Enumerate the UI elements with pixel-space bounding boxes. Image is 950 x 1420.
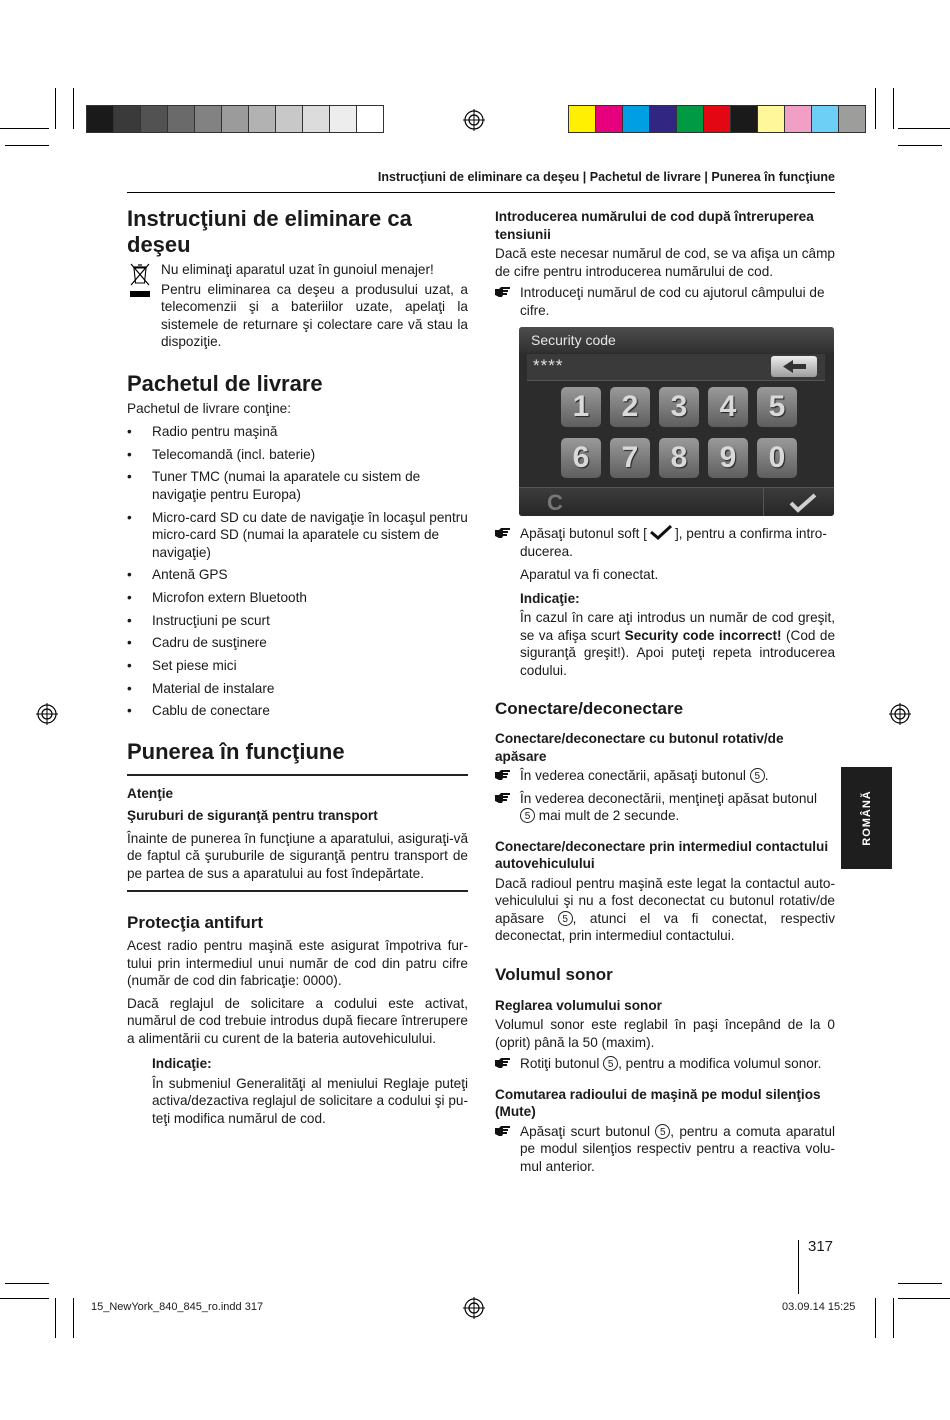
code-note-text: [520, 609, 835, 679]
calibration-swatch: [784, 105, 812, 133]
connect-paragraph: [495, 875, 835, 945]
connect-s2-a: În vederea deconectării, menţineţi apăsat butonul: [520, 790, 817, 806]
page-number: 317: [808, 1238, 834, 1255]
connect-s1-a: În vederea conectării, apăsaţi butonul: [520, 768, 750, 783]
calibration-swatch: [757, 105, 785, 133]
calibration-swatch: [838, 105, 866, 133]
crop-mark: [73, 1298, 74, 1338]
package-intro: Pachetul de livrare conţine:: [127, 400, 291, 416]
calibration-swatch: [622, 105, 650, 133]
keypad-key-5[interactable]: 5: [757, 387, 797, 427]
calibration-swatch: [329, 105, 357, 133]
code-value: ****: [533, 356, 564, 375]
disposal-title: Instrucţiuni de eliminare ca deşeu: [127, 206, 412, 257]
footer-date: 03.09.14 15:25: [782, 1301, 856, 1313]
package-item: • Material de instalare: [127, 680, 468, 698]
volume-step1: [495, 1055, 835, 1073]
code-note: [495, 590, 835, 680]
package-item: • Cablu de conectare: [127, 702, 468, 720]
screws-text: Înainte de punerea în funcţiune a aparatului, asiguraţi-vă de faptul că şuruburile de siguranţă pentru transport de pe partea de sus a aparatului au fost îndepărtate.: [127, 830, 468, 881]
calibration-swatch: [248, 105, 276, 133]
package-item: • Micro-card SD cu date de navigaţie în locaşul pentru micro-card SD (numai la aparatele cu sistem de navigaţie): [127, 509, 468, 562]
connect-step2: [495, 790, 835, 825]
attention-label: Atenţie: [127, 785, 174, 801]
pointing-hand-icon: [495, 769, 512, 781]
connected-text: Aparatul va fi conectat.: [520, 567, 659, 582]
calibration-swatch: [811, 105, 839, 133]
crop-mark: [0, 128, 49, 129]
screen-title-bar: [519, 327, 834, 353]
calibration-swatch: [140, 105, 168, 133]
crop-mark: [893, 88, 894, 129]
package-item: • Set piese mici: [127, 657, 468, 675]
button-5-ref: 5: [603, 1056, 618, 1071]
right-column: [495, 208, 835, 319]
button-5-ref: 5: [655, 1124, 670, 1139]
calibration-swatch: [275, 105, 303, 133]
volume-s2-b: , pentru a comuta aparatul pe modul silenţios respectiv pentru a reactiva volumul anterior.: [520, 1123, 835, 1174]
security-code-screen: [519, 327, 834, 516]
connect-step1: [495, 767, 835, 785]
package-list: [127, 423, 468, 720]
button-5-ref: 5: [558, 911, 573, 926]
screws-title: Şuruburi de siguranţă pentru transport: [127, 808, 378, 824]
package-item: • Tuner TMC (numai la aparatele cu sistem de navigaţie pentru Europa): [127, 468, 468, 503]
button-5-ref: 5: [750, 768, 765, 783]
crossed-bin-icon: [129, 262, 151, 298]
keypad-key-9[interactable]: 9: [708, 438, 748, 478]
registration-mark-icon: [463, 109, 485, 131]
note-title: Indicaţie:: [152, 1056, 212, 1072]
clear-button[interactable]: C: [547, 490, 563, 515]
calibration-swatch: [113, 105, 141, 133]
keypad-key-8[interactable]: 8: [659, 438, 699, 478]
keypad-key-7[interactable]: 7: [610, 438, 650, 478]
attention-rule-top: [127, 774, 468, 776]
volume-s2: [520, 1123, 835, 1176]
connect-s2-b: mai mult de 2 secunde.: [535, 808, 680, 823]
connect-sub1: Conectare/deconectare cu butonul rotativ/de apăsare: [495, 731, 784, 764]
volume-s1-b: , pentru a modifica volumul sonor.: [618, 1056, 822, 1071]
code-step2: [495, 525, 835, 560]
startup-title: Punerea în funcţiune: [127, 738, 345, 764]
package-item: • Instrucţiuni pe scurt: [127, 612, 468, 630]
package-title: Pachetul de livrare: [127, 370, 323, 396]
connect-p-b: , atunci el va fi conectat, respectiv deconectat, prin intermediul contactului.: [495, 910, 835, 943]
confirm-check-icon[interactable]: [789, 493, 817, 513]
note-b: (Cod de siguranţă greşit!). Apoi puteţi repeta introducerea codului.: [520, 627, 836, 678]
note-a: În cazul în care aţi introdus un număr de cod greşit, se va afişa scurt: [520, 610, 835, 643]
calibration-swatch: [703, 105, 731, 133]
crop-mark: [73, 88, 74, 129]
volume-s1-a: Rotiţi butonul: [520, 1056, 604, 1071]
calibration-swatch: [302, 105, 330, 133]
connect-sub2: Conectare/deconectare prin intermediul contactului autovehiculului: [495, 838, 829, 871]
code-step1: [495, 284, 835, 319]
crop-mark: [898, 145, 942, 146]
antitheft-p2: Dacă reglajul de solicitare a codului este activat, numărul de cod trebuie introdus după fiecare întrerupere a alimentării cu curent de la bateria autovehiculului.: [127, 995, 468, 1046]
step1-text: Introduceţi numărul de cod cu ajutorul câmpului de cifre.: [520, 285, 825, 318]
crop-mark: [898, 1283, 942, 1284]
bar-divider: [763, 488, 764, 516]
keypad-key-6[interactable]: 6: [561, 438, 601, 478]
volume-sub2: Comutarea radioului de maşină pe modul silenţios (Mute): [495, 1086, 821, 1119]
calibration-swatch: [676, 105, 704, 133]
crop-mark: [875, 1298, 876, 1338]
antitheft-p1: Acest radio pentru maşină este asigurat împotriva furtului prin intermediul unui număr de cod din patru cifre (număr de cod din fabricaţie: 0000).: [127, 938, 468, 989]
volume-step2: [495, 1123, 835, 1176]
crop-mark: [875, 88, 876, 129]
volume-s2-a: Apăsaţi scurt butonul: [520, 1123, 656, 1139]
running-header: Instrucţiuni de eliminare ca deşeu | Pachetul de livrare | Punerea în funcţiune: [377, 170, 835, 184]
crop-mark: [898, 128, 950, 129]
note-bold: Security code incorrect!: [624, 627, 782, 643]
package-item: • Radio pentru maşină: [127, 423, 468, 441]
calibration-swatch: [730, 105, 758, 133]
keypad-key-3[interactable]: 3: [659, 387, 699, 427]
keypad-key-4[interactable]: 4: [708, 387, 748, 427]
left-column: [127, 206, 468, 1127]
screen-title: Security code: [531, 332, 616, 348]
antitheft-note: [127, 1055, 468, 1127]
calibration-swatch: [649, 105, 677, 133]
package-item: • Telecomandă (incl. baterie): [127, 446, 468, 464]
connect-p-a: Dacă radioul pentru maşină este legat la contactul autovehiculului şi nu a fost deconectat cu butonul rotativ/de apăsare: [495, 875, 835, 926]
pointing-hand-icon: [495, 792, 512, 804]
package-item: • Microfon extern Bluetooth: [127, 589, 468, 607]
volume-sub1: Reglarea volumului sonor: [495, 997, 662, 1013]
registration-mark-icon: [463, 1297, 485, 1319]
calibration-swatch: [221, 105, 249, 133]
pointing-hand-icon: [495, 527, 512, 539]
code-note-title: Indicaţie:: [520, 590, 580, 606]
code-field[interactable]: [527, 354, 825, 381]
registration-mark-icon: [889, 703, 911, 725]
crop-mark: [0, 1298, 49, 1299]
crop-mark: [893, 1298, 894, 1338]
calibration-swatch: [356, 105, 384, 133]
page-number-rule: [798, 1240, 799, 1294]
step2-a: Apăsaţi butonul soft [: [520, 526, 647, 541]
volume-p1: Volumul sonor este reglabil în paşi începând de la 0 (oprit) până la 50 (maxim).: [495, 1017, 835, 1050]
arrow-left-icon: [771, 356, 817, 377]
crop-mark: [55, 88, 56, 129]
calibration-swatch: [194, 105, 222, 133]
button-5-ref: 5: [520, 808, 535, 823]
step2-b: ], pentru a confirma introducerea.: [520, 526, 827, 559]
registration-mark-icon: [36, 703, 58, 725]
screen-bottom-bar: [519, 487, 834, 516]
package-item: • Cadru de susţinere: [127, 634, 468, 652]
backspace-button[interactable]: [771, 356, 817, 377]
calibration-swatch: [568, 105, 596, 133]
crop-mark: [5, 1283, 49, 1284]
antitheft-title: Protecţia antifurt: [127, 913, 264, 933]
keypad-key-1[interactable]: 1: [561, 387, 601, 427]
volume-title: Volumul sonor: [495, 964, 613, 984]
crop-mark: [5, 145, 49, 146]
package-item: • Antenă GPS: [127, 566, 468, 584]
disposal-line2: Pentru eliminarea ca deşeu a produsului uzat, a telecomenzii şi a bateriilor uzate, apelaţi la sistemele de returnare şi colectare care vă stau la dispoziţie.: [161, 281, 468, 349]
calibration-swatch: [595, 105, 623, 133]
keypad-key-2[interactable]: 2: [610, 387, 650, 427]
pointing-hand-icon: [495, 286, 512, 298]
calibration-swatch: [86, 105, 114, 133]
language-tab-label: ROMÂNĂ: [860, 790, 873, 846]
code-title: Introducerea numărului de cod după întreruperea tensiunii: [495, 209, 814, 242]
language-tab: [841, 767, 892, 869]
keypad-key-0[interactable]: 0: [757, 438, 797, 478]
connect-s1-b: .: [764, 768, 769, 783]
calibration-swatch: [167, 105, 195, 133]
pointing-hand-icon: [495, 1125, 512, 1137]
footer-file: 15_NewYork_840_845_ro.indd 317: [91, 1301, 264, 1313]
disposal-block: [127, 261, 468, 351]
right-column-lower: [495, 525, 835, 1175]
note-text: În submeniul Generalităţi al meniului Reglaje puteţi activa/dezactiva reglajul de solicitare a codului şi puteţi modifica numărul de cod.: [152, 1075, 468, 1126]
disposal-line1: Nu eliminaţi aparatul uzat în gunoiul menajer!: [161, 262, 434, 277]
crop-mark: [898, 1298, 950, 1299]
pointing-hand-icon: [495, 1057, 512, 1069]
crop-mark: [55, 1298, 56, 1338]
check-icon: [648, 525, 674, 540]
header-rule: [127, 192, 835, 193]
code-p1: Dacă este necesar numărul de cod, se va afişa un câmp de cifre pentru introducerea numărului de cod.: [495, 246, 835, 279]
attention-rule-bottom: [127, 890, 468, 892]
connect-title: Conectare/deconectare: [495, 699, 684, 718]
